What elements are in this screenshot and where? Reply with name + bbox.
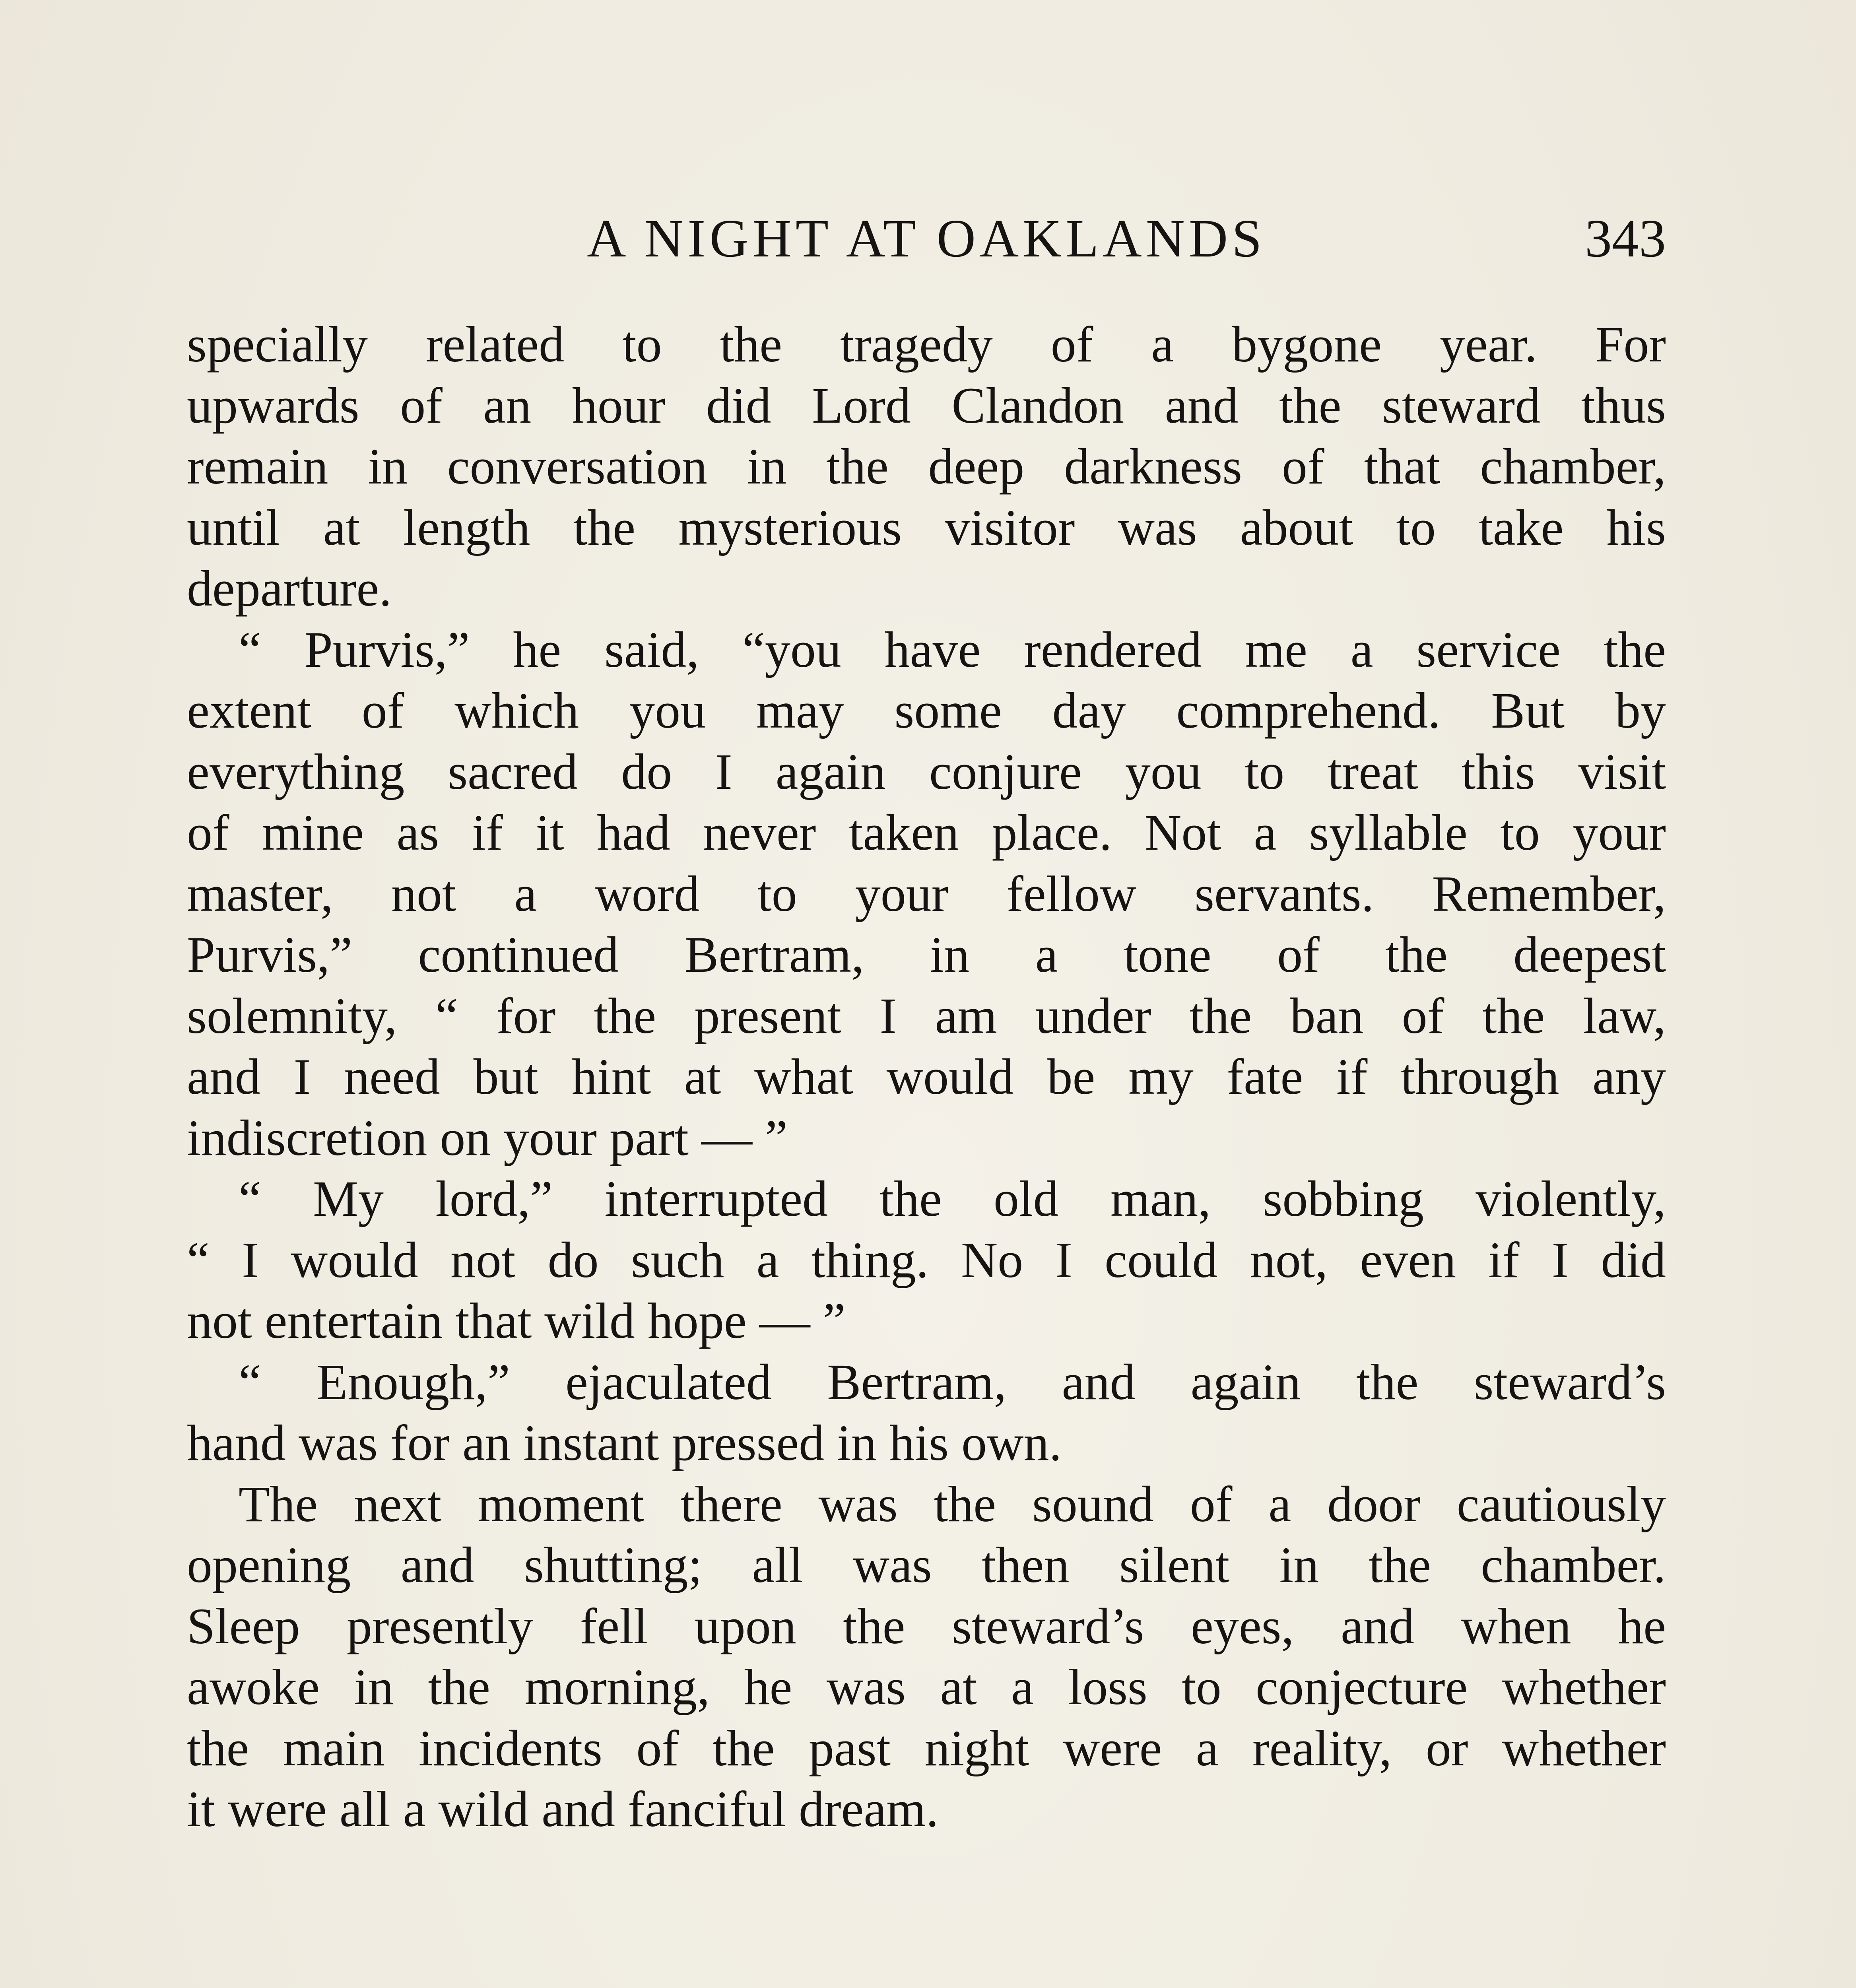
text-line: the main incidents of the past night were a reality, or whether	[187, 1720, 1666, 1776]
body-text	[187, 314, 1666, 1840]
page-header	[187, 199, 1666, 278]
text-line: “ My lord,” interrupted the old man, sobbing violently,	[239, 1171, 1666, 1227]
text-line: until at length the mysterious visitor was about to take his	[187, 499, 1666, 556]
text-line: opening and shutting; all was then silent in the chamber.	[187, 1537, 1666, 1593]
text-line: it were all a wild and fanciful dream.	[187, 1781, 939, 1837]
text-line: The next moment there was the sound of a door cautiously	[239, 1475, 1666, 1532]
text-line: everything sacred do I again conjure you to treat this visit	[187, 743, 1666, 800]
text-line: of mine as if it had never taken place. Not a syllable to your	[187, 804, 1666, 861]
page-number: 343	[1585, 209, 1666, 268]
text-line: specially related to the tragedy of a bygone year. For	[187, 316, 1666, 373]
text-line: extent of which you may some day comprehend. But by	[187, 682, 1666, 739]
text-line: “ Purvis,” he said, “you have rendered me a service the	[239, 621, 1666, 678]
text-line: indiscretion on your part — ”	[187, 1109, 788, 1166]
text-line: Purvis,” continued Bertram, in a tone of the deepest	[187, 926, 1666, 983]
text-line: not entertain that wild hope — ”	[187, 1293, 846, 1349]
running-head: A NIGHT AT OAKLANDS	[587, 209, 1266, 268]
text-line: awoke in the morning, he was at a loss to conjecture whether	[187, 1659, 1666, 1715]
text-line: remain in conversation in the deep darkness of that chamber,	[187, 438, 1666, 495]
text-line: solemnity, “ for the present I am under the ban of the law,	[187, 987, 1666, 1044]
text-line: Sleep presently fell upon the steward’s eyes, and when he	[187, 1598, 1666, 1654]
text-line: upwards of an hour did Lord Clandon and the steward thus	[187, 377, 1666, 434]
text-line: master, not a word to your fellow servants. Remember,	[187, 865, 1666, 922]
text-line: “ I would not do such a thing. No I could not, even if I did	[187, 1231, 1666, 1288]
text-line: hand was for an instant pressed in his own.	[187, 1415, 1062, 1471]
text-line: and I need but hint at what would be my fate if through any	[187, 1048, 1666, 1105]
text-line: departure.	[187, 560, 392, 617]
text-line: “ Enough,” ejaculated Bertram, and again the steward’s	[239, 1353, 1666, 1410]
